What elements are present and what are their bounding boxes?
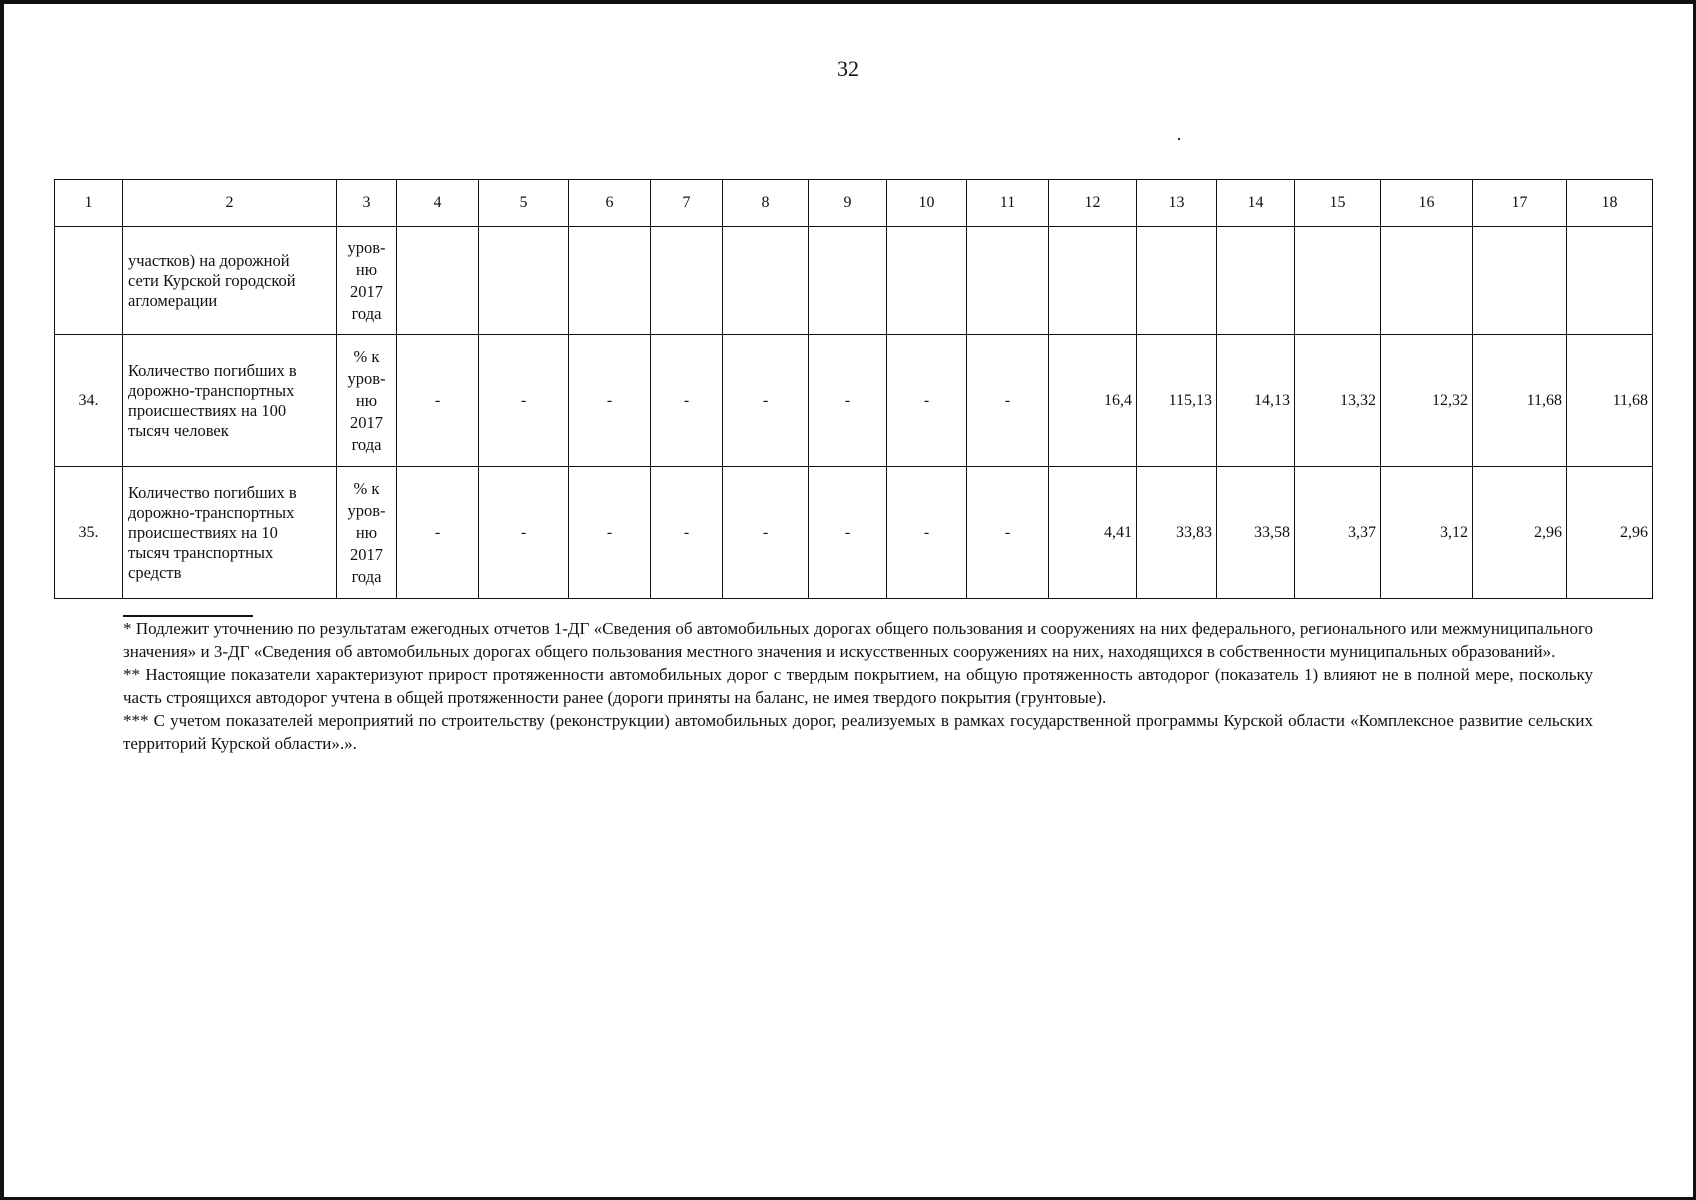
header-cell: 7 [651,180,723,227]
unit-of-measure [337,227,397,335]
value-cell [1137,227,1217,335]
value-cell [569,227,651,335]
value-cell [887,227,967,335]
header-cell: 3 [337,180,397,227]
unit-line: уров- [347,237,386,257]
value-cell [479,227,569,335]
value-cell: 3,37 [1295,467,1381,599]
header-cell: 4 [397,180,479,227]
value-cell [1217,227,1295,335]
row-number: 35. [55,467,123,599]
footnote-1: * Подлежит уточнению по результатам ежегодных отчетов 1-ДГ «Сведения об автомобильных дорогах общего пользования и сооружениях на них федерального, регионального или межмуниципального значения» и 3-ДГ «Сведения об автомобильных дорогах общего пользования местного значения и искусственных сооружениях на них, находящихся в собственности муниципальных образований». [123,619,1593,661]
footnotes [123,617,1593,755]
indicator-name-line: происшествиях на 10 [128,522,278,542]
value-cell: 2,96 [1567,467,1653,599]
value-cell: 115,13 [1137,335,1217,467]
value-cell: - [651,467,723,599]
indicator-name-line: Количество погибших в [128,360,297,380]
value-cell: 11,68 [1473,335,1567,467]
indicator-name-line: Количество погибших в [128,482,297,502]
header-cell: 17 [1473,180,1567,227]
value-cell: 33,83 [1137,467,1217,599]
scan-border-top [0,0,1696,4]
indicator-name [123,335,337,467]
table-row [55,467,1653,599]
value-cell: - [479,467,569,599]
value-cell: - [723,467,809,599]
value-cell: 4,41 [1049,467,1137,599]
indicator-name-line: агломерации [128,290,218,310]
value-cell: - [651,335,723,467]
indicator-name-line: сети Курской городской [128,270,296,290]
indicator-name-line: участков) на дорожной [128,250,290,270]
table-row [55,227,1653,335]
header-cell: 16 [1381,180,1473,227]
value-cell [967,227,1049,335]
value-cell [1473,227,1567,335]
unit-line: % к [353,346,380,366]
unit-line: ню [355,390,378,410]
value-cell [651,227,723,335]
value-cell [1049,227,1137,335]
header-cell: 1 [55,180,123,227]
indicator-name-line: дорожно-транспортных [128,502,295,522]
indicator-name-line: дорожно-транспортных [128,380,295,400]
value-cell: - [569,467,651,599]
header-cell: 8 [723,180,809,227]
indicator-name-line: средств [128,562,182,582]
indicators-table [54,179,1653,599]
header-cell: 13 [1137,180,1217,227]
header-cell: 10 [887,180,967,227]
value-cell [809,227,887,335]
header-cell: 6 [569,180,651,227]
table-row [55,335,1653,467]
value-cell: - [887,467,967,599]
table-body [55,180,1653,599]
unit-line: уров- [347,500,386,520]
scan-border-left [0,0,4,1200]
unit-line: 2017 [350,544,383,564]
value-cell: 11,68 [1567,335,1653,467]
unit-line: уров- [347,368,386,388]
unit-line: года [351,434,382,454]
value-cell: - [723,335,809,467]
value-cell: 2,96 [1473,467,1567,599]
unit-of-measure [337,467,397,599]
unit-line: % к [353,478,380,498]
value-cell: - [397,467,479,599]
value-cell: 3,12 [1381,467,1473,599]
unit-line: года [351,566,382,586]
value-cell: - [809,335,887,467]
unit-line: ню [355,259,378,279]
scan-speck [1178,138,1180,140]
header-cell: 5 [479,180,569,227]
value-cell: 12,32 [1381,335,1473,467]
header-cell: 14 [1217,180,1295,227]
value-cell [1381,227,1473,335]
value-cell: - [479,335,569,467]
indicator-name [123,467,337,599]
row-number: 34. [55,335,123,467]
unit-line: года [351,303,382,323]
value-cell [1295,227,1381,335]
indicator-name-line: происшествиях на 100 [128,400,287,420]
value-cell: 14,13 [1217,335,1295,467]
unit-line: ню [355,522,378,542]
table-header-row [55,180,1653,227]
value-cell: - [967,335,1049,467]
footnote-3: *** С учетом показателей мероприятий по строительству (реконструкции) автомобильных дорог, реализуемых в рамках государственной программы Курской области «Комплексное развитие сельских территорий Курской области».». [123,711,1593,753]
unit-line: 2017 [350,412,383,432]
value-cell: - [887,335,967,467]
header-cell: 15 [1295,180,1381,227]
header-cell: 2 [123,180,337,227]
value-cell [1567,227,1653,335]
indicator-name [123,227,337,335]
unit-line: 2017 [350,281,383,301]
value-cell: - [809,467,887,599]
value-cell: - [397,335,479,467]
row-number [55,227,123,335]
page-number: 32 [837,56,859,81]
footnote-2: ** Настоящие показатели характеризуют прирост протяженности автомобильных дорог с твердым покрытием, на общую протяженность автодорог (показатель 1) влияют не в полной мере, поскольку часть строящихся автодорог учтена в общей протяженности ранее (дороги приняты на баланс, не имея твердого покрытия (грунтовые). [123,665,1593,707]
header-cell: 18 [1567,180,1653,227]
value-cell: 33,58 [1217,467,1295,599]
value-cell: 13,32 [1295,335,1381,467]
indicator-name-line: тысяч транспортных [128,542,274,562]
value-cell [397,227,479,335]
value-cell: - [569,335,651,467]
header-cell: 12 [1049,180,1137,227]
value-cell [723,227,809,335]
unit-of-measure [337,335,397,467]
header-cell: 11 [967,180,1049,227]
value-cell: 16,4 [1049,335,1137,467]
value-cell: - [967,467,1049,599]
header-cell: 9 [809,180,887,227]
indicator-name-line: тысяч человек [128,420,229,440]
